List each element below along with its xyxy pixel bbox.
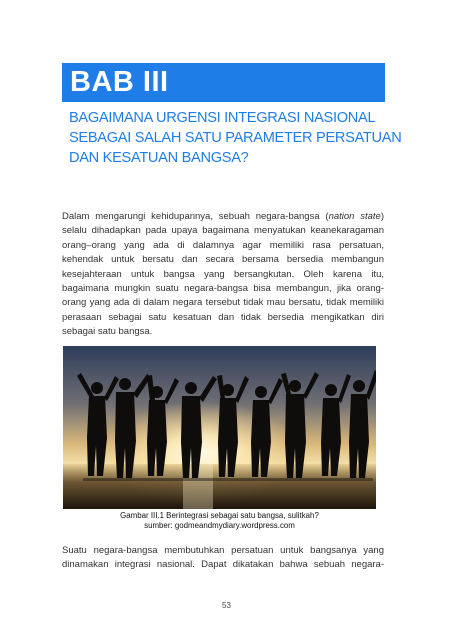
figure-caption bbox=[63, 511, 376, 531]
paragraph-line: orang–orang yang ada di dalamnya agar memiliki rasa persatuan, bbox=[62, 239, 384, 251]
figure-photo bbox=[63, 346, 376, 509]
page-number: 53 bbox=[222, 601, 231, 610]
chapter-banner bbox=[62, 63, 385, 102]
caption-line: Gambar III.1 Berintegrasi sebagai satu bangsa, sulitkah? bbox=[120, 511, 319, 520]
paragraph-line: kesejahteraan untuk bangsa yang bersangkutan. Oleh karena itu, bbox=[62, 268, 384, 280]
sunset-silhouette-image bbox=[63, 346, 376, 509]
paragraph-intro bbox=[62, 210, 384, 340]
chapter-title-line: SEBAGAI SALAH SATU PARAMETER PERSATUAN bbox=[69, 130, 402, 146]
chapter-title-line: DAN KESATUAN BANGSA? bbox=[69, 150, 249, 166]
italic-term: nation state bbox=[328, 211, 381, 222]
paragraph-line: orang yang ada di dalam negara tersebut tidak mau bersatu, tidak memiliki bbox=[62, 297, 384, 309]
paragraph-line: perasaan sebagai satu kesatuan dan tidak bersedia mengikatkan diri bbox=[62, 311, 384, 323]
caption-source: sumber: godmeandmydiary.wordpress.com bbox=[144, 521, 295, 530]
paragraph-line: kehendak untuk bersatu dan secara bersama bersedia membangun bbox=[62, 254, 384, 266]
paragraph-line: Suatu negara-bangsa membutuhkan persatuan untuk bangsanya yang bbox=[62, 545, 384, 556]
paragraph-integration bbox=[62, 544, 384, 573]
chapter-label: BAB III bbox=[70, 66, 169, 98]
paragraph-line: bagaimana mungkin suatu negara-bangsa bisa membangun, jika orang- bbox=[62, 283, 384, 295]
paragraph-line: selalu dihadapkan pada upaya bagaimana menyatukan keanekaragaman bbox=[62, 225, 384, 237]
chapter-title bbox=[69, 108, 402, 168]
chapter-title-line: BAGAIMANA URGENSI INTEGRASI NASIONAL bbox=[69, 110, 376, 126]
paragraph-line: sebagai satu bangsa. bbox=[62, 326, 153, 338]
paragraph-line: dinamakan integrasi nasional. Dapat dikatakan bahwa sebuah negara- bbox=[62, 559, 384, 571]
paragraph-line: Dalam mengarungi kehidupannya, sebuah negara-bangsa (nation state) bbox=[62, 211, 384, 222]
